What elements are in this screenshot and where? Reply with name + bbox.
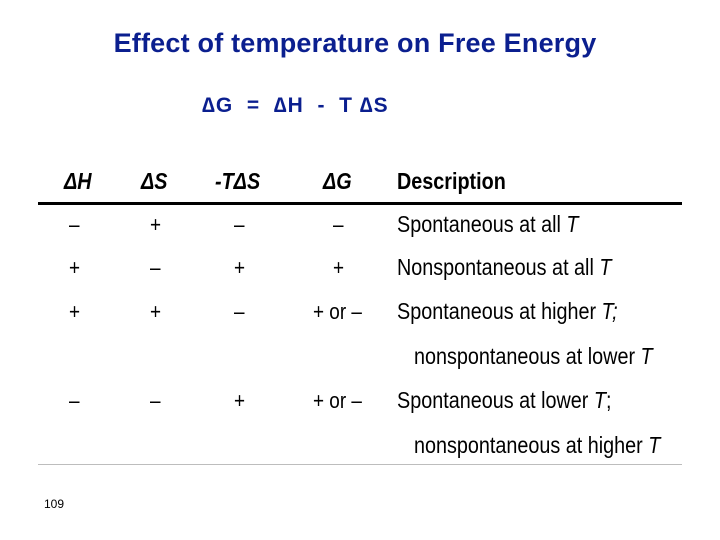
row-description	[397, 298, 618, 325]
description-text: Spontaneous at lower	[397, 387, 589, 413]
row-delta-h: +	[69, 299, 81, 324]
row-delta-g: –	[333, 212, 344, 237]
row-delta-s: –	[150, 388, 161, 413]
page-number: 109	[44, 497, 65, 511]
row-description	[397, 254, 611, 281]
header-neg-t-delta-s: -TΔS	[215, 168, 261, 194]
row-delta-s: +	[150, 212, 162, 237]
row-neg-t-delta-s: +	[234, 255, 246, 280]
row-delta-h: –	[69, 212, 80, 237]
description-text: nonspontaneous at higher	[414, 432, 643, 458]
temperature-symbol: T	[648, 432, 661, 458]
row-description-line2	[414, 432, 660, 459]
temperature-symbol: T	[566, 211, 579, 237]
header-delta-h: ΔH	[64, 168, 92, 194]
row-delta-g: +	[333, 255, 345, 280]
temperature-symbol: T	[593, 387, 606, 413]
free-energy-table	[38, 160, 682, 465]
row-delta-g: + or –	[313, 299, 362, 324]
row-delta-h: –	[69, 388, 80, 413]
row-delta-g: + or –	[313, 388, 362, 413]
temperature-symbol: T;	[601, 298, 618, 324]
row-description-line2	[414, 343, 653, 370]
description-text: Nonspontaneous at all	[397, 254, 594, 280]
row-neg-t-delta-s: –	[234, 299, 245, 324]
row-neg-t-delta-s: –	[234, 212, 245, 237]
free-energy-equation: ∆G = ∆H - T ∆S	[202, 94, 389, 117]
row-description	[397, 211, 578, 238]
row-description	[397, 387, 611, 414]
semicolon: ;	[605, 387, 612, 413]
description-text: Spontaneous at higher	[397, 298, 597, 324]
header-description: Description	[397, 168, 506, 194]
row-delta-h: +	[69, 255, 81, 280]
description-text: nonspontaneous at lower	[414, 343, 636, 369]
table-header-rule	[38, 202, 682, 205]
header-delta-s: ΔS	[141, 168, 168, 194]
slide-title: Effect of temperature on Free Energy	[113, 28, 597, 58]
temperature-symbol: T	[640, 343, 653, 369]
table-bottom-rule	[38, 464, 682, 465]
description-text: Spontaneous at all	[397, 211, 561, 237]
row-neg-t-delta-s: +	[234, 388, 246, 413]
row-delta-s: +	[150, 299, 162, 324]
temperature-symbol: T	[599, 254, 612, 280]
row-delta-s: –	[150, 255, 161, 280]
header-delta-g: ΔG	[323, 168, 352, 194]
